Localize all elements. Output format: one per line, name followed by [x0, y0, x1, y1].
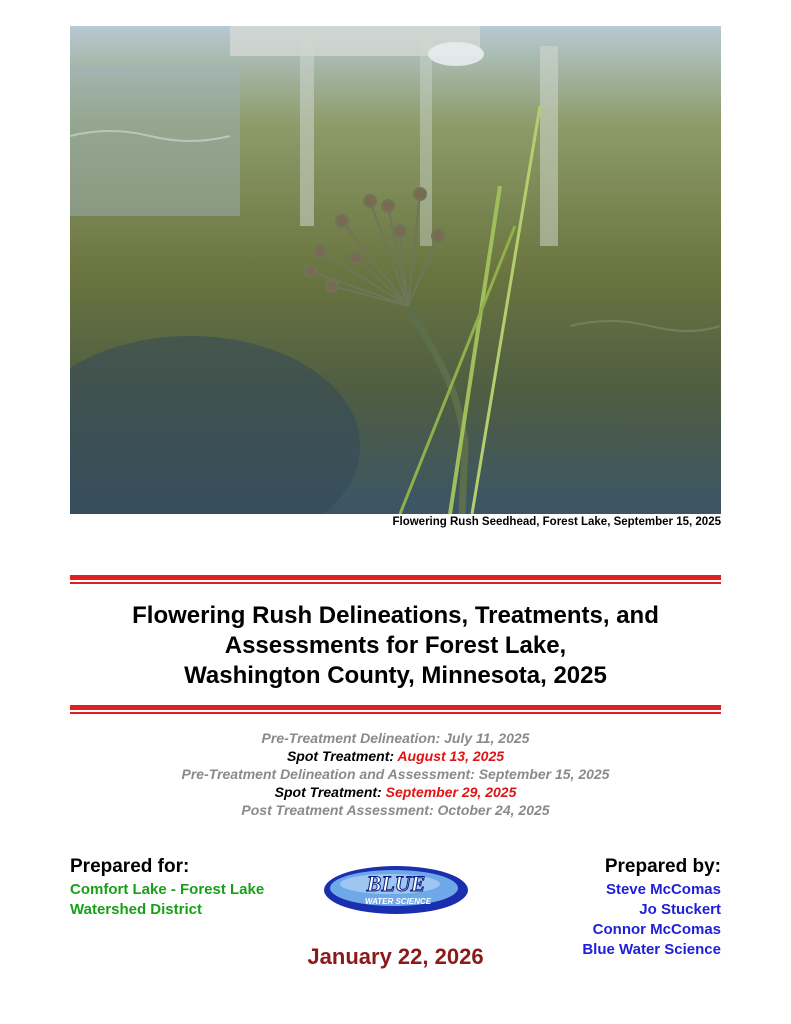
client-name-line-2: Watershed District: [70, 901, 202, 918]
author-name: Jo Stuckert: [639, 901, 721, 918]
prepared-by-heading: Prepared by:: [604, 856, 721, 877]
schedule-item-post-treatment-assessment: Post Treatment Assessment: October 24, 2025: [241, 802, 550, 818]
blue-water-science-logo: [322, 864, 470, 916]
title-line-3: Washington County, Minnesota, 2025: [184, 662, 607, 689]
schedule-item-spot-treatment-2: [70, 783, 721, 801]
top-double-rule: [70, 575, 721, 584]
treatment-schedule: [70, 729, 721, 819]
author-name: Connor McComas: [592, 921, 721, 938]
author-name: Steve McComas: [605, 881, 721, 898]
prepared-for-block: [70, 856, 264, 920]
prepared-for-heading: Prepared for:: [70, 856, 190, 877]
flowering-rush-photo-illustration: [70, 26, 721, 514]
logo-word-blue: BLUE: [366, 871, 426, 896]
report-title: [70, 601, 721, 691]
schedule-item-spot-treatment-1: [70, 747, 721, 765]
schedule-label: Spot Treatment:: [274, 784, 386, 800]
title-line-2: Assessments for Forest Lake,: [224, 632, 567, 659]
schedule-date: August 13, 2025: [397, 748, 505, 764]
logo-word-water-science: WATER SCIENCE: [364, 897, 432, 906]
report-date: January 22, 2026: [307, 944, 484, 969]
cover-photo: [70, 26, 721, 514]
author-organization: Blue Water Science: [582, 941, 721, 958]
schedule-date: September 29, 2025: [385, 784, 517, 800]
schedule-item-delineation-assessment: Pre-Treatment Delineation and Assessment: September 15, 2025: [181, 766, 610, 782]
photo-caption: Flowering Rush Seedhead, Forest Lake, September 15, 2025: [392, 516, 721, 528]
client-name-line-1: Comfort Lake - Forest Lake: [70, 881, 265, 898]
schedule-label: Spot Treatment:: [286, 748, 398, 764]
schedule-item-pre-treatment-delineation: Pre-Treatment Delineation: July 11, 2025: [261, 730, 530, 746]
bottom-double-rule: [70, 705, 721, 714]
title-line-1: Flowering Rush Delineations, Treatments, and: [132, 602, 659, 629]
